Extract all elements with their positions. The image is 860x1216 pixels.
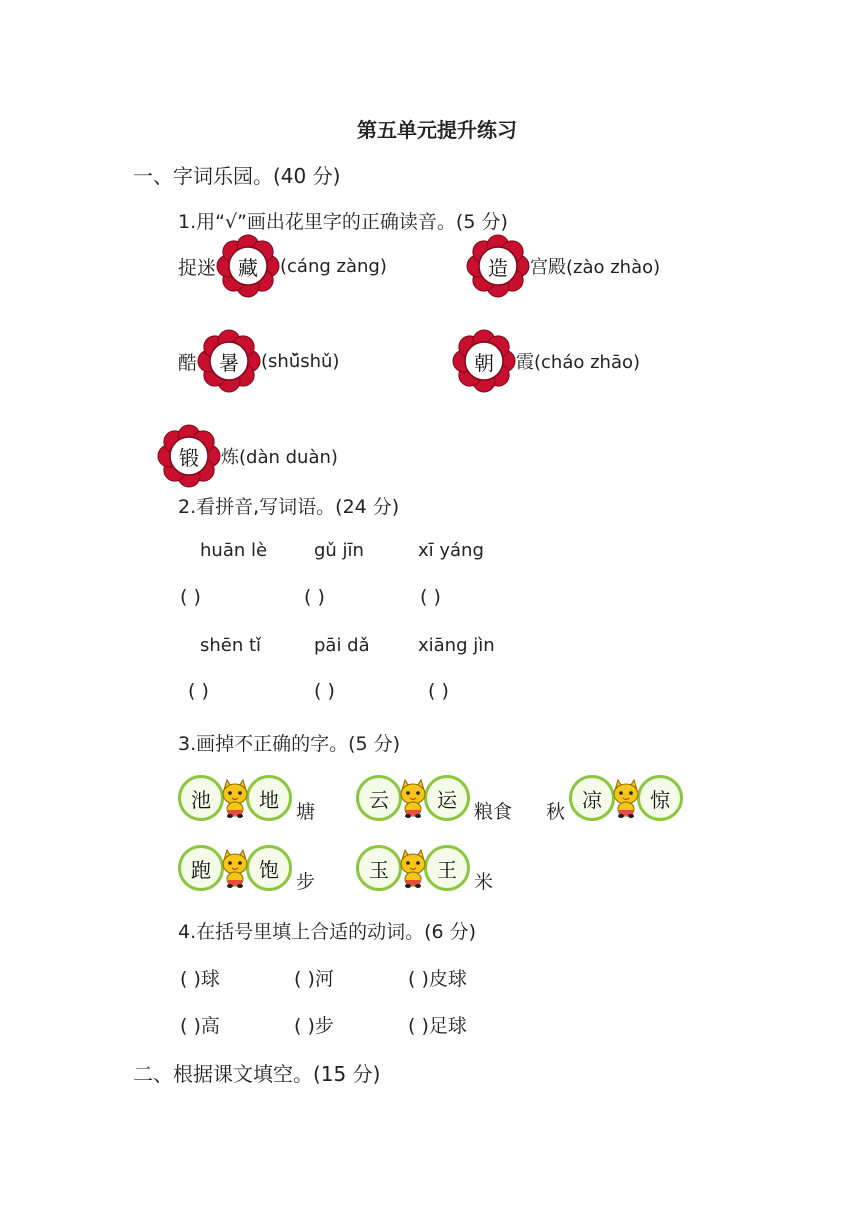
character-choice-pair xyxy=(178,843,292,893)
fill-blank-item[interactable]: ( )步 xyxy=(294,1015,334,1037)
flower-char: 藏 xyxy=(238,255,259,280)
cat-icon xyxy=(609,778,643,818)
fill-blank-item[interactable]: ( )球 xyxy=(180,968,220,990)
q1-item-1-prefix: 捉迷 xyxy=(178,256,217,279)
cat-icon xyxy=(396,778,430,818)
flower-badge xyxy=(216,234,280,298)
flower-char: 暑 xyxy=(219,350,240,375)
flower-badge xyxy=(197,329,261,393)
q3-suffix: 步 xyxy=(296,870,316,893)
q1-item-3-pinyin: (shǔ̆shǔ) xyxy=(261,350,340,372)
flower-char: 造 xyxy=(488,255,508,280)
q4-prompt: 4.在括号里填上合适的动词。(6 分) xyxy=(178,921,477,943)
q2-pinyin-3: xī yáng xyxy=(418,540,484,561)
cat-icon xyxy=(396,848,430,888)
answer-bracket[interactable]: ( ) xyxy=(180,586,201,608)
choice-circle[interactable]: 王 xyxy=(424,845,470,891)
fill-blank-item[interactable]: ( )河 xyxy=(294,968,334,990)
q3-suffix: 塘 xyxy=(296,800,316,823)
q2-pinyin-2: gǔ jīn xyxy=(314,540,364,561)
choice-circle[interactable]: 凉 xyxy=(569,775,615,821)
q1-item-4-pinyin: 霞(cháo zhāo) xyxy=(516,352,641,373)
q1-item-3-prefix: 酷 xyxy=(178,351,198,374)
q1-prompt: 1.用“√”画出花里字的正确读音。(5 分) xyxy=(178,211,508,233)
flower-badge xyxy=(466,234,530,298)
q3-group-3 xyxy=(546,773,683,823)
q3-group-4 xyxy=(178,843,315,893)
q1-item-2 xyxy=(466,234,660,298)
q3-prefix: 秋 xyxy=(546,800,566,823)
character-choice-pair xyxy=(569,773,683,823)
q2-pinyin-1: huān lè xyxy=(200,540,268,561)
choice-circle[interactable]: 地 xyxy=(246,775,292,821)
q2-pinyin-4: shēn tǐ xyxy=(200,635,262,656)
choice-circle[interactable]: 跑 xyxy=(178,845,224,891)
fill-blank-item[interactable]: ( )足球 xyxy=(408,1015,467,1037)
section-2-heading: 二、根据课文填空。(15 分) xyxy=(133,1062,381,1086)
q2-pinyin-5: pāi dǎ xyxy=(314,635,370,656)
character-choice-pair xyxy=(356,843,470,893)
character-choice-pair xyxy=(178,773,292,823)
choice-circle[interactable]: 云 xyxy=(356,775,402,821)
q1-item-2-pinyin: 宫殿(zào zhào) xyxy=(530,257,661,278)
q1-item-5-pinyin: 炼(dàn duàn) xyxy=(221,447,338,468)
section-1-heading: 一、字词乐园。(40 分) xyxy=(133,164,341,188)
answer-bracket[interactable]: ( ) xyxy=(420,586,441,608)
flower-char: 锻 xyxy=(179,445,199,470)
answer-bracket[interactable]: ( ) xyxy=(188,680,209,702)
choice-circle[interactable]: 池 xyxy=(178,775,224,821)
q1-item-1 xyxy=(178,234,387,298)
q3-prompt: 3.画掉不正确的字。(5 分) xyxy=(178,733,401,755)
fill-blank-item[interactable]: ( )高 xyxy=(180,1015,220,1037)
q3-suffix: 米 xyxy=(474,870,494,893)
q1-item-3 xyxy=(178,329,339,393)
flower-char: 朝 xyxy=(474,350,494,375)
answer-bracket[interactable]: ( ) xyxy=(304,586,325,608)
flower-badge xyxy=(452,329,516,393)
q1-item-4 xyxy=(452,329,640,393)
q1-item-5 xyxy=(157,424,338,488)
page-title: 第五单元提升练习 xyxy=(357,118,517,142)
choice-circle[interactable]: 饱 xyxy=(246,845,292,891)
choice-circle[interactable]: 运 xyxy=(424,775,470,821)
q3-group-2 xyxy=(356,773,512,823)
q3-group-5 xyxy=(356,843,493,893)
q3-suffix: 粮食 xyxy=(474,800,513,823)
flower-badge xyxy=(157,424,221,488)
answer-bracket[interactable]: ( ) xyxy=(428,680,449,702)
choice-circle[interactable]: 惊 xyxy=(637,775,683,821)
q3-group-1 xyxy=(178,773,315,823)
fill-blank-item[interactable]: ( )皮球 xyxy=(408,968,467,990)
q2-pinyin-6: xiāng jìn xyxy=(418,635,495,656)
answer-bracket[interactable]: ( ) xyxy=(314,680,335,702)
q1-item-1-pinyin: (cáng zàng) xyxy=(280,255,387,277)
q2-prompt: 2.看拼音,写词语。(24 分) xyxy=(178,496,400,518)
character-choice-pair xyxy=(356,773,470,823)
choice-circle[interactable]: 玉 xyxy=(356,845,402,891)
cat-icon xyxy=(218,778,252,818)
cat-icon xyxy=(218,848,252,888)
